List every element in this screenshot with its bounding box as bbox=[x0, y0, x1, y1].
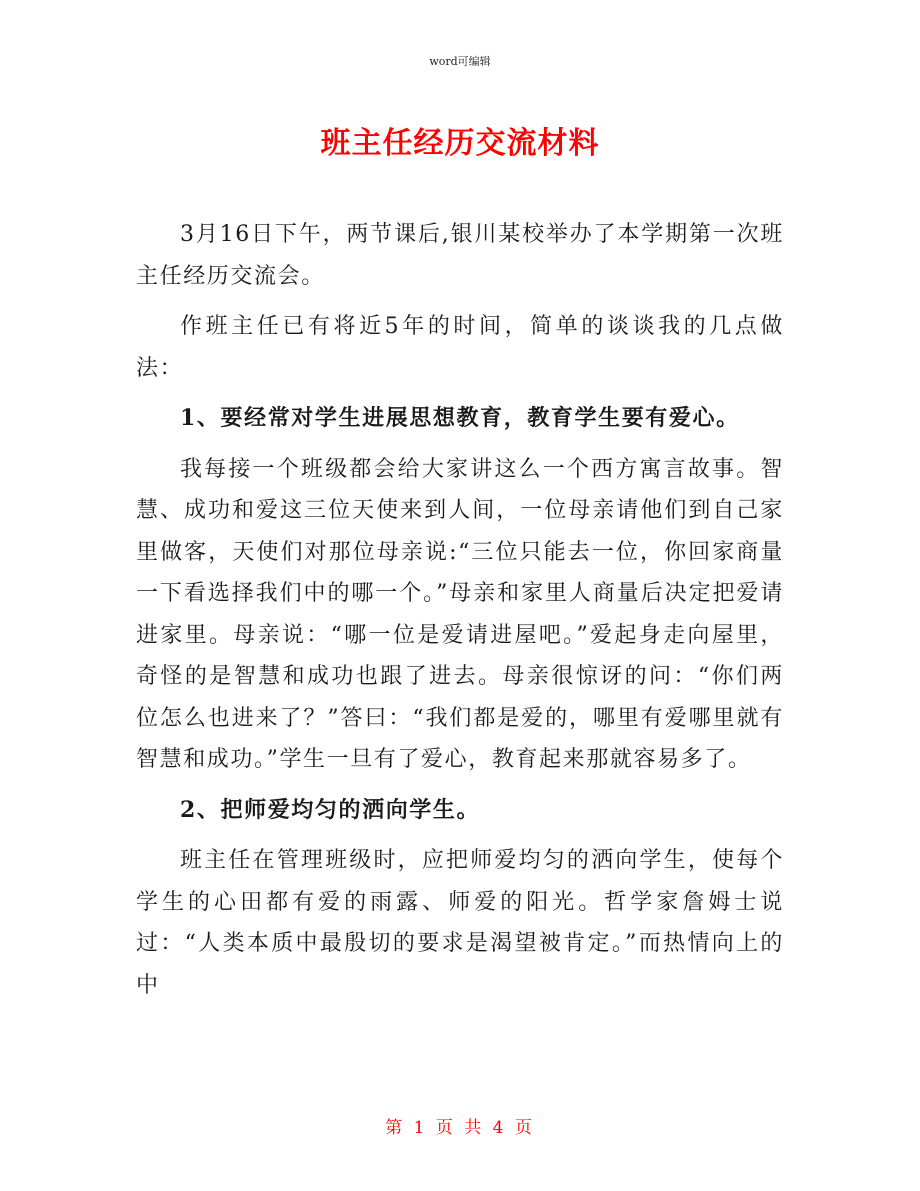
page-footer: 第 1 页 共 4 页 bbox=[385, 1118, 535, 1138]
section-heading-1: 1、要经常对学生进展思想教育，教育学生要有爱心。 bbox=[180, 405, 740, 431]
document-body bbox=[136, 214, 784, 1015]
paragraph-story: 我每接一个班级都会给大家讲这么一个西方寓言故事。智慧、成功和爱这三位天使来到人间，一位母亲请他们到自己家里做客，天使们对那位母亲说:“三位只能去一位，你回家商量一下看选择我们中的哪一个。”母亲和家里人商量后决定把爱请进家里。母亲说：“哪一位是爱请进屋吧。”爱起身走向屋里，奇怪的是智慧和成功也跟了进去。母亲很惊讶的问：“你们两位怎么也进来了？”答曰：“我们都是爱的，哪里有爱哪里就有智慧和成功。”学生一旦有了爱心，教育起来那就容易多了。 bbox=[136, 456, 784, 772]
page-header: word可编辑 bbox=[429, 55, 491, 68]
paragraph-overview: 作班主任已有将近5年的时间，简单的谈谈我的几点做法： bbox=[136, 314, 784, 381]
document-title: 班主任经历交流材料 bbox=[320, 126, 600, 161]
section-heading-2: 2、把师爱均匀的洒向学生。 bbox=[180, 796, 481, 823]
paragraph-teacher-love: 班主任在管理班级时，应把师爱均匀的洒向学生，使每个学生的心田都有爱的雨露、师爱的阳光。哲学家詹姆士说过：“人类本质中最殷切的要求是渴望被肯定。”而热情向上的中 bbox=[136, 848, 784, 998]
paragraph-intro: 3月16日下午，两节课后,银川某校举办了本学期第一次班主任经历交流会。 bbox=[136, 222, 784, 289]
